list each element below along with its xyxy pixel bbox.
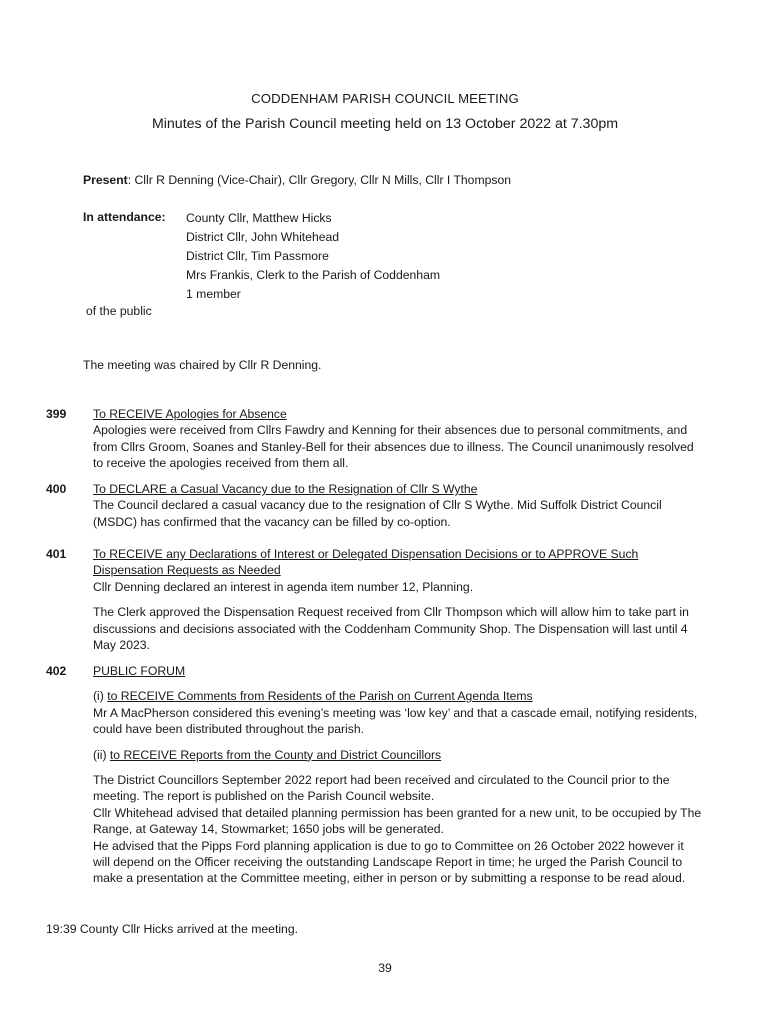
item-number: 401 [46, 547, 67, 561]
item-heading: PUBLIC FORUM [93, 664, 186, 678]
subitem-i-text: Mr A MacPherson considered this evening’s meeting was ‘low key’ and that a cascade email, notifying residents, could have been distributed throughout the parish. [93, 705, 698, 737]
document-title: CODDENHAM PARISH COUNCIL MEETING [251, 91, 519, 106]
document-subtitle: Minutes of the Parish Council meeting held on 13 October 2022 at 7.30pm [151, 116, 619, 132]
minute-item-400 [93, 481, 703, 530]
subitem-i-heading: (i) to RECEIVE Comments from Residents of the Parish on Current Agenda Items [93, 689, 533, 704]
arrival-note: 19:39 County Cllr Hicks arrived at the meeting. [46, 922, 298, 936]
subitem-ii-line: The District Councillors September 2022 report had been received and circulated to the Council prior to the meeting. The report is published on the Parish Council website. [93, 773, 670, 804]
item-heading: To DECLARE a Casual Vacancy due to the Resignation of Cllr S Wythe [93, 482, 478, 496]
item-paragraph: Apologies were received from Cllrs Fawdry and Kenning for their absences due to personal commitments, and from Cllrs Groom, Soanes and Stanley-Bell for their absences due to illness. The Council unanimously resolved to receive the apologies received from them all. [93, 423, 694, 471]
present-text: : Cllr R Denning (Vice-Chair), Cllr Gregory, Cllr N Mills, Cllr I Thompson [127, 173, 512, 187]
attendee: Mrs Frankis, Clerk to the Parish of Coddenham [186, 268, 441, 282]
attendance-label: In attendance: [83, 210, 166, 224]
attendance-list [186, 209, 440, 304]
attendee: County Cllr, Matthew Hicks [186, 211, 332, 225]
page-number: 39 [378, 961, 392, 975]
present-label: Present [83, 173, 128, 187]
attendee: District Cllr, John Whitehead [186, 230, 340, 244]
minute-item-402 [93, 663, 703, 887]
item-number: 400 [46, 482, 67, 496]
item-number: 399 [46, 407, 67, 421]
item-paragraph: The Clerk approved the Dispensation Request received from Cllr Thompson which will allow him to take part in discussions and decisions associated with the Coddenham Community Shop. The Dispensation will last until 4 May 2023. [93, 605, 689, 653]
attendee: District Cllr, Tim Passmore [186, 249, 329, 263]
item-heading: To RECEIVE any Declarations of Interest or Delegated Dispensation Decisions or to APPROVE Such Dispensation Requests as Needed [93, 547, 639, 578]
subitem-ii-heading: (ii) to RECEIVE Reports from the County and District Councillors [93, 747, 442, 762]
subitem-ii-line: He advised that the Pipps Ford planning application is due to go to Committee on 26 October 2022 however it will depend on the Officer receiving the outstanding Landscape Report in time; he urged the Parish Council to make a presentation at the Committee meeting, either in person or by submitting a response to be read aloud. [93, 838, 686, 886]
chaired-statement: The meeting was chaired by Cllr R Denning. [83, 358, 322, 372]
minute-item-399 [93, 406, 703, 472]
item-number: 402 [46, 664, 67, 678]
item-heading: To RECEIVE Apologies for Absence [93, 407, 287, 421]
subitem-ii-line: Cllr Whitehead advised that detailed planning permission has been granted for a new unit, to be occupied by The Range, at Gateway 14, Stowmarket; 1650 jobs will be generated. [93, 805, 702, 837]
item-paragraph: Cllr Denning declared an interest in agenda item number 12, Planning. [93, 579, 474, 594]
minute-item-401 [93, 546, 703, 653]
attendance-tail: of the public [86, 304, 152, 318]
item-paragraph: The Council declared a casual vacancy due to the resignation of Cllr S Wythe. Mid Suffolk District Council (MSDC) has confirmed that the vacancy can be filled by co-option. [93, 498, 662, 529]
present-line [83, 173, 511, 187]
attendee: 1 member [186, 287, 241, 301]
